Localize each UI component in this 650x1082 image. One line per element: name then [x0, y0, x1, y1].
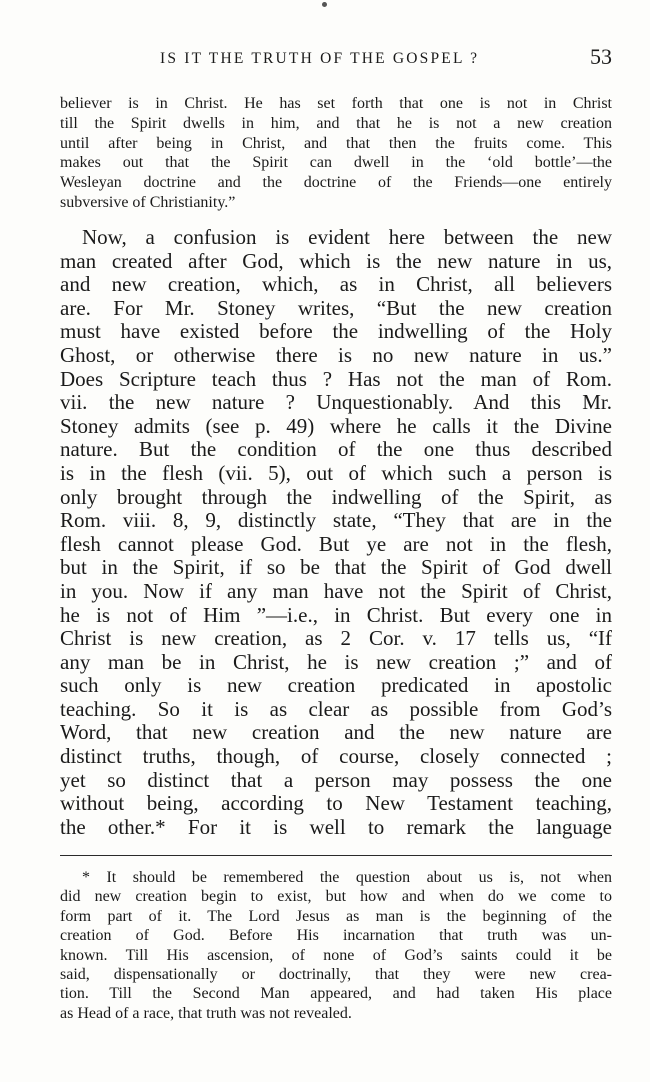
body-line: without being, according to New Testament teaching, — [60, 792, 612, 816]
footnote-line: as Head of a race, that truth was not revealed. — [60, 1004, 352, 1022]
footnote-line: * It should be remembered the question about us is, not when — [82, 869, 612, 886]
footnote-line: known. Till His ascension, of none of God’s saints could it be — [60, 946, 612, 964]
body-line: he is not of Him ”—i.e., in Christ. But every one in — [60, 603, 612, 627]
body-line: such only is new creation predicated in apostolic — [60, 674, 612, 698]
footnote-line: creation of God. Before His incarnation that truth was un- — [60, 927, 612, 945]
body-line: flesh cannot please God. But ye are not in the flesh, — [60, 532, 612, 556]
quote-line: subversive of Christianity.” — [60, 193, 236, 211]
footnote-line: said, dispensationally or doctrinally, that they were new crea- — [60, 965, 612, 983]
body-line: nature. But the condition of the one thus described — [60, 438, 612, 462]
quote-line: until after being in Christ, and that then the fruits come. This — [60, 134, 612, 152]
body-line: Christ is new creation, as 2 Cor. v. 17 tells us, “If — [60, 627, 612, 651]
footnote-divider — [60, 855, 612, 856]
footnote — [60, 868, 612, 1023]
quote-line: till the Spirit dwells in him, and that he is not a new creation — [60, 114, 612, 132]
body-line: only brought through the indwelling of the Spirit, as — [60, 485, 612, 509]
body-line: is in the flesh (vii. 5), out of which such a person is — [60, 461, 612, 485]
running-title: IS IT THE TRUTH OF THE GOSPEL ? — [160, 50, 480, 67]
quoted-passage — [60, 94, 612, 213]
body-line: Now, a confusion is evident here between the new — [82, 226, 612, 249]
body-line: vii. the new nature ? Unquestionably. And this Mr. — [60, 391, 612, 415]
body-paragraph — [60, 226, 612, 839]
body-line: Does Scripture teach thus ? Has not the man of Rom. — [60, 367, 612, 391]
body-line: distinct truths, though, of course, closely connected ; — [60, 745, 612, 769]
quote-line: believer is in Christ. He has set forth that one is not in Christ — [60, 95, 612, 112]
body-line: teaching. So it is as clear as possible from God’s — [60, 697, 612, 721]
body-line: and new creation, which, as in Christ, all believers — [60, 273, 612, 297]
body-line: Stoney admits (see p. 49) where he calls it the Divine — [60, 414, 612, 438]
body-line: Word, that new creation and the new nature are — [60, 721, 612, 745]
body-line: are. For Mr. Stoney writes, “But the new creation — [60, 296, 612, 320]
body-line: Ghost, or otherwise there is no new nature in us.” — [60, 343, 612, 367]
quote-line: Wesleyan doctrine and the doctrine of the Friends—one entirely — [60, 174, 612, 192]
quote-line: makes out that the Spirit can dwell in the ‘old bottle’—the — [60, 154, 612, 172]
ink-speck — [322, 2, 327, 7]
body-line: Rom. viii. 8, 9, distinctly state, “They that are in the — [60, 509, 612, 533]
body-line: any man be in Christ, he is new creation ;” and of — [60, 650, 612, 674]
page-number: 53 — [590, 44, 612, 69]
body-line: must have existed before the indwelling of the Holy — [60, 320, 612, 344]
footnote-line: form part of it. The Lord Jesus as man is the beginning of the — [60, 907, 612, 925]
body-line: the other.* For it is well to remark the language — [60, 815, 612, 839]
body-line: man created after God, which is the new nature in us, — [60, 249, 612, 273]
footnote-line: did new creation begin to exist, but how and when do we come to — [60, 888, 612, 906]
running-head — [60, 44, 612, 74]
footnote-line: tion. Till the Second Man appeared, and had taken His place — [60, 985, 612, 1003]
body-line: yet so distinct that a person may possess the one — [60, 768, 612, 792]
body-line: but in the Spirit, if so be that the Spirit of God dwell — [60, 556, 612, 580]
body-line: in you. Now if any man have not the Spirit of Christ, — [60, 579, 612, 603]
